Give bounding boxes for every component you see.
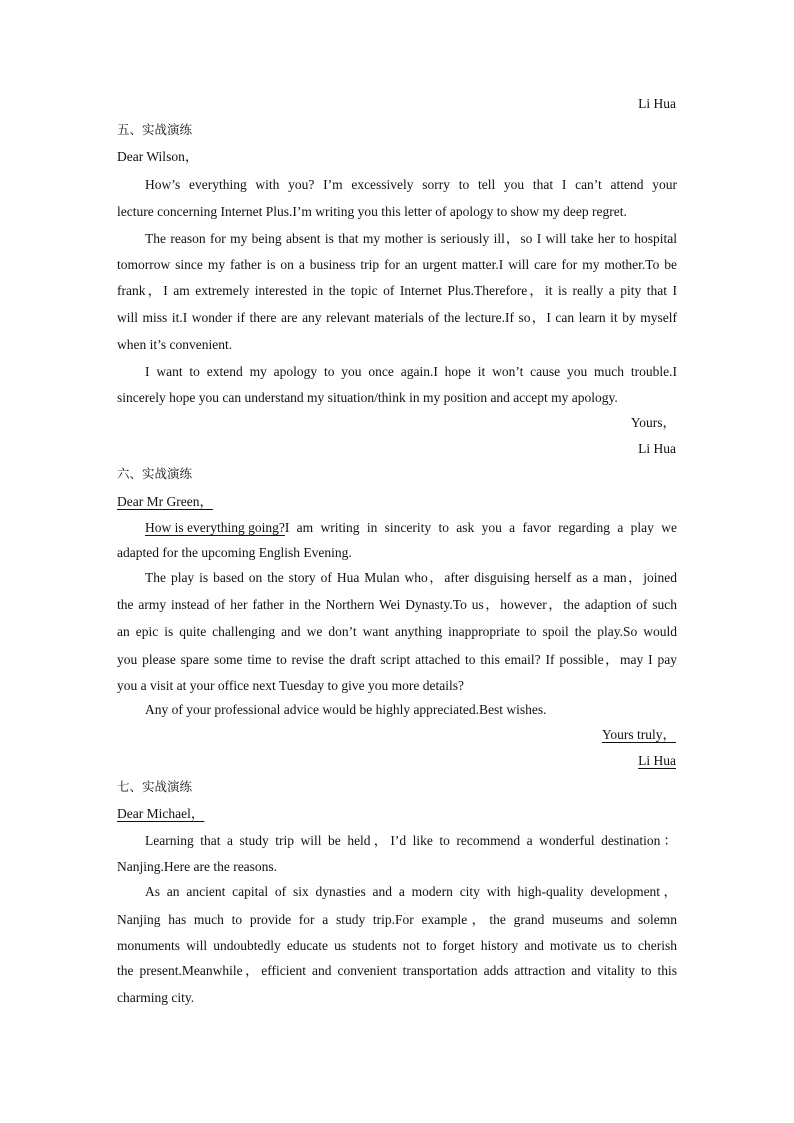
letter-line — [145, 519, 677, 537]
section-heading: 七、实战演练 — [117, 779, 193, 794]
section-heading: 六、实战演练 — [117, 466, 193, 481]
letter-line: you a visit at your office next Tuesday to give you more details? — [117, 678, 464, 693]
letter-line: charming city. — [117, 990, 195, 1005]
top-signature: Li Hua — [638, 96, 676, 111]
signature: Li Hua — [638, 753, 676, 768]
letter-line: when it’s convenient. — [117, 337, 233, 352]
letter-line: adapted for the upcoming English Evening. — [117, 545, 352, 560]
greeting: Dear Mr Green， — [117, 494, 213, 509]
letter-line: The play is based on the story of Hua Mulan who，after disguising herself as a man，joined — [145, 570, 677, 585]
letter-line: you please spare some time to revise the draft script attached to this email? If possible，may I pay — [117, 652, 677, 667]
letter-line: sincerely hope you can understand my situation/think in my position and accept my apology. — [117, 390, 618, 405]
letter-line: How’s everything with you? I’m excessively sorry to tell you that I can’t attend your — [145, 177, 677, 192]
letter-line: I want to extend my apology to you once again.I hope it won’t cause you much trouble.I — [145, 364, 677, 379]
closing: Yours truly， — [601, 727, 676, 742]
letter-line: will miss it.I wonder if there are any relevant materials of the lecture.If so，I can learn it by myself — [117, 310, 677, 325]
closing: Yours， — [630, 415, 676, 430]
letter-line: frank，I am extremely interested in the topic of Internet Plus.Therefore，it is really a pity that I — [117, 283, 677, 298]
letter-line: The reason for my being absent is that my mother is seriously ill，so I will take her to hospital — [145, 231, 677, 246]
greeting: Dear Wilson， — [117, 149, 199, 164]
letter-line: lecture concerning Internet Plus.I’m writing you this letter of apology to show my deep regret. — [117, 204, 627, 219]
letter-line: Nanjing.Here are the reasons. — [117, 859, 278, 874]
letter-line: Learning that a study trip will be held，I’d like to recommend a wonderful destination： — [145, 833, 677, 848]
section-heading: 五、实战演练 — [117, 122, 193, 137]
signature: Li Hua — [638, 441, 676, 456]
letter-line: As an ancient capital of six dynasties and a modern city with high-quality development， — [145, 884, 677, 899]
letter-line: an epic is quite challenging and we don’t want anything inappropriate to spoil the play.So would — [117, 624, 677, 639]
opening-phrase: How is everything going? — [145, 520, 285, 535]
letter-line: tomorrow since my father is on a business trip for an urgent matter.I will care for my mother.To be — [117, 257, 677, 272]
letter-line: monuments will undoubtedly educate us students not to forget history and motivate us to cherish — [117, 938, 677, 953]
letter-line-rest: I am writing in sincerity to ask you a favor regarding a play we — [284, 520, 677, 535]
letter-line: the army instead of her father in the Northern Wei Dynasty.To us，however，the adaption of such — [117, 597, 677, 612]
greeting: Dear Michael， — [117, 806, 205, 821]
letter-line: the present.Meanwhile，efficient and convenient transportation adds attraction and vitality to this — [117, 963, 677, 978]
letter-line: Nanjing has much to provide for a study trip.For example，the grand museums and solemn — [117, 912, 677, 927]
letter-line: Any of your professional advice would be highly appreciated.Best wishes. — [145, 702, 547, 717]
